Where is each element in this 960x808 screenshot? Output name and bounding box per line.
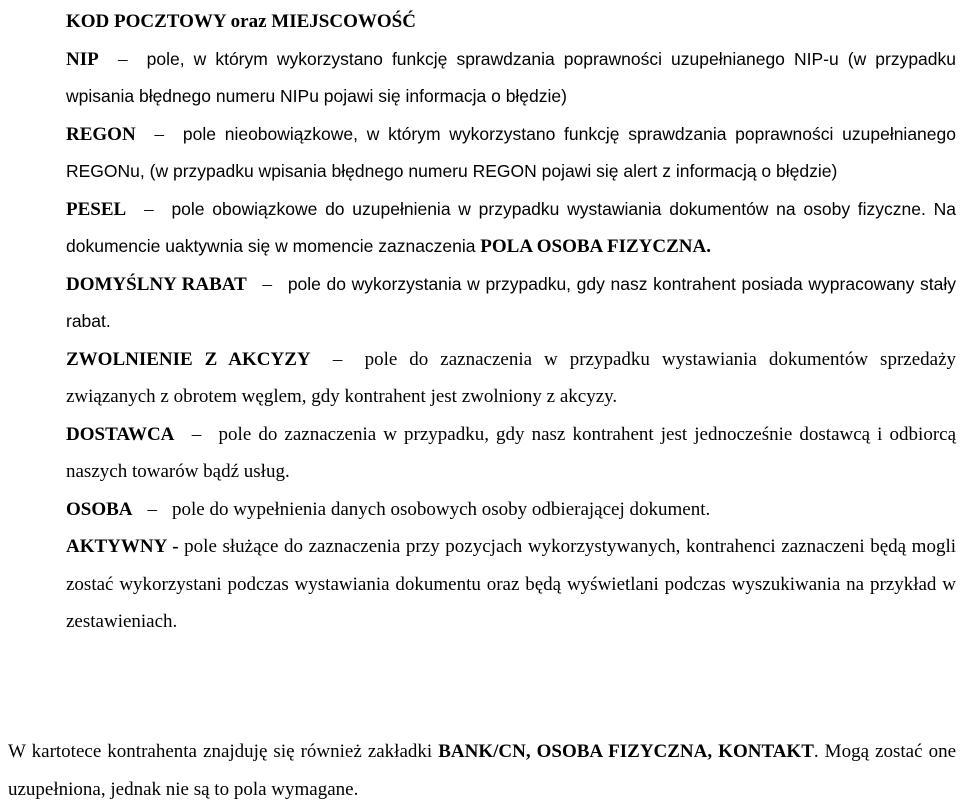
field-default-discount: [66, 266, 956, 341]
field-descriptions: [66, 3, 956, 641]
field-active: [66, 528, 956, 641]
field-nip: [66, 41, 956, 116]
field-dash: –: [262, 273, 273, 295]
field-term: ZWOLNIENIE Z AKCYZY: [66, 348, 311, 370]
field-dash: –: [154, 123, 165, 145]
field-description: pole nieobowiązkowe, w którym wykorzystano funkcję sprawdzania poprawności uzupełnianego REGONu, (w przypadku wpisania błędnego numeru REGON pojawi się alert z informacją o błędzie): [66, 123, 956, 181]
field-dash: –: [117, 48, 128, 70]
field-pesel: [66, 191, 956, 266]
footer-tabs: BANK/CN, OSOBA FIZYCZNA, KONTAKT: [438, 741, 814, 762]
field-regon: [66, 116, 956, 191]
field-excise-exemption: [66, 341, 956, 416]
field-term: REGON: [66, 123, 136, 145]
field-description: pole do wypełnienia danych osobowych osoby odbierającej dokument.: [172, 498, 711, 520]
field-description: pole do wykorzystania w przypadku, gdy nasz kontrahent posiada wypracowany stały rabat.: [66, 273, 957, 331]
field-dash: –: [147, 498, 158, 520]
field-term: OSOBA: [66, 498, 133, 520]
field-emphasis: POLA OSOBA FIZYCZNA.: [480, 236, 711, 257]
footer-text-after: . Mogą zostać one uzupełniona, jednak nie są to pola wymagane.: [8, 741, 957, 800]
field-term: DOSTAWCA: [66, 423, 175, 445]
field-description: pole do zaznaczenia w przypadku wystawiania dokumentów sprzedaży związanych z obrotem węglem, gdy kontrahent jest zwolniony z akcyzy.: [66, 348, 956, 407]
field-dash: –: [144, 198, 154, 220]
field-description: pole obowiązkowe do uzupełnienia w przypadku wystawiania dokumentów na osoby fizyczne. Na dokumencie uaktywnia się w momencie zaznaczenia: [66, 198, 956, 256]
field-description: pole służące do zaznaczenia przy pozycjach wykorzystywanych, kontrahenci zaznaczeni będą mogli zostać wykorzystani podczas wystawiania dokumentu oraz będą wyświetlani podczas wyszukiwania na przykład w zestawieniach.: [66, 536, 956, 632]
footer-text-before: W kartotece kontrahenta znajduję się również zakładki: [8, 741, 433, 762]
section-title: KOD POCZTOWY oraz MIEJSCOWOŚĆ: [66, 11, 416, 32]
field-dash: –: [191, 423, 202, 445]
field-description: pole do zaznaczenia w przypadku, gdy nasz kontrahent jest jednocześnie dostawcą i odbiorcą naszych towarów bądź usług.: [66, 423, 957, 482]
field-dash: –: [332, 348, 343, 370]
field-term: PESEL: [66, 198, 127, 220]
field-term: AKTYWNY -: [66, 536, 179, 557]
field-person: [66, 491, 956, 529]
field-description: pole, w którym wykorzystano funkcję sprawdzania poprawności uzupełnianego NIP-u (w przypadku wpisania błędnego numeru NIPu pojawi się informacja o błędzie): [66, 48, 957, 106]
field-supplier: [66, 416, 956, 491]
field-term: NIP: [66, 48, 99, 70]
field-term: DOMYŚLNY RABAT: [66, 273, 247, 295]
